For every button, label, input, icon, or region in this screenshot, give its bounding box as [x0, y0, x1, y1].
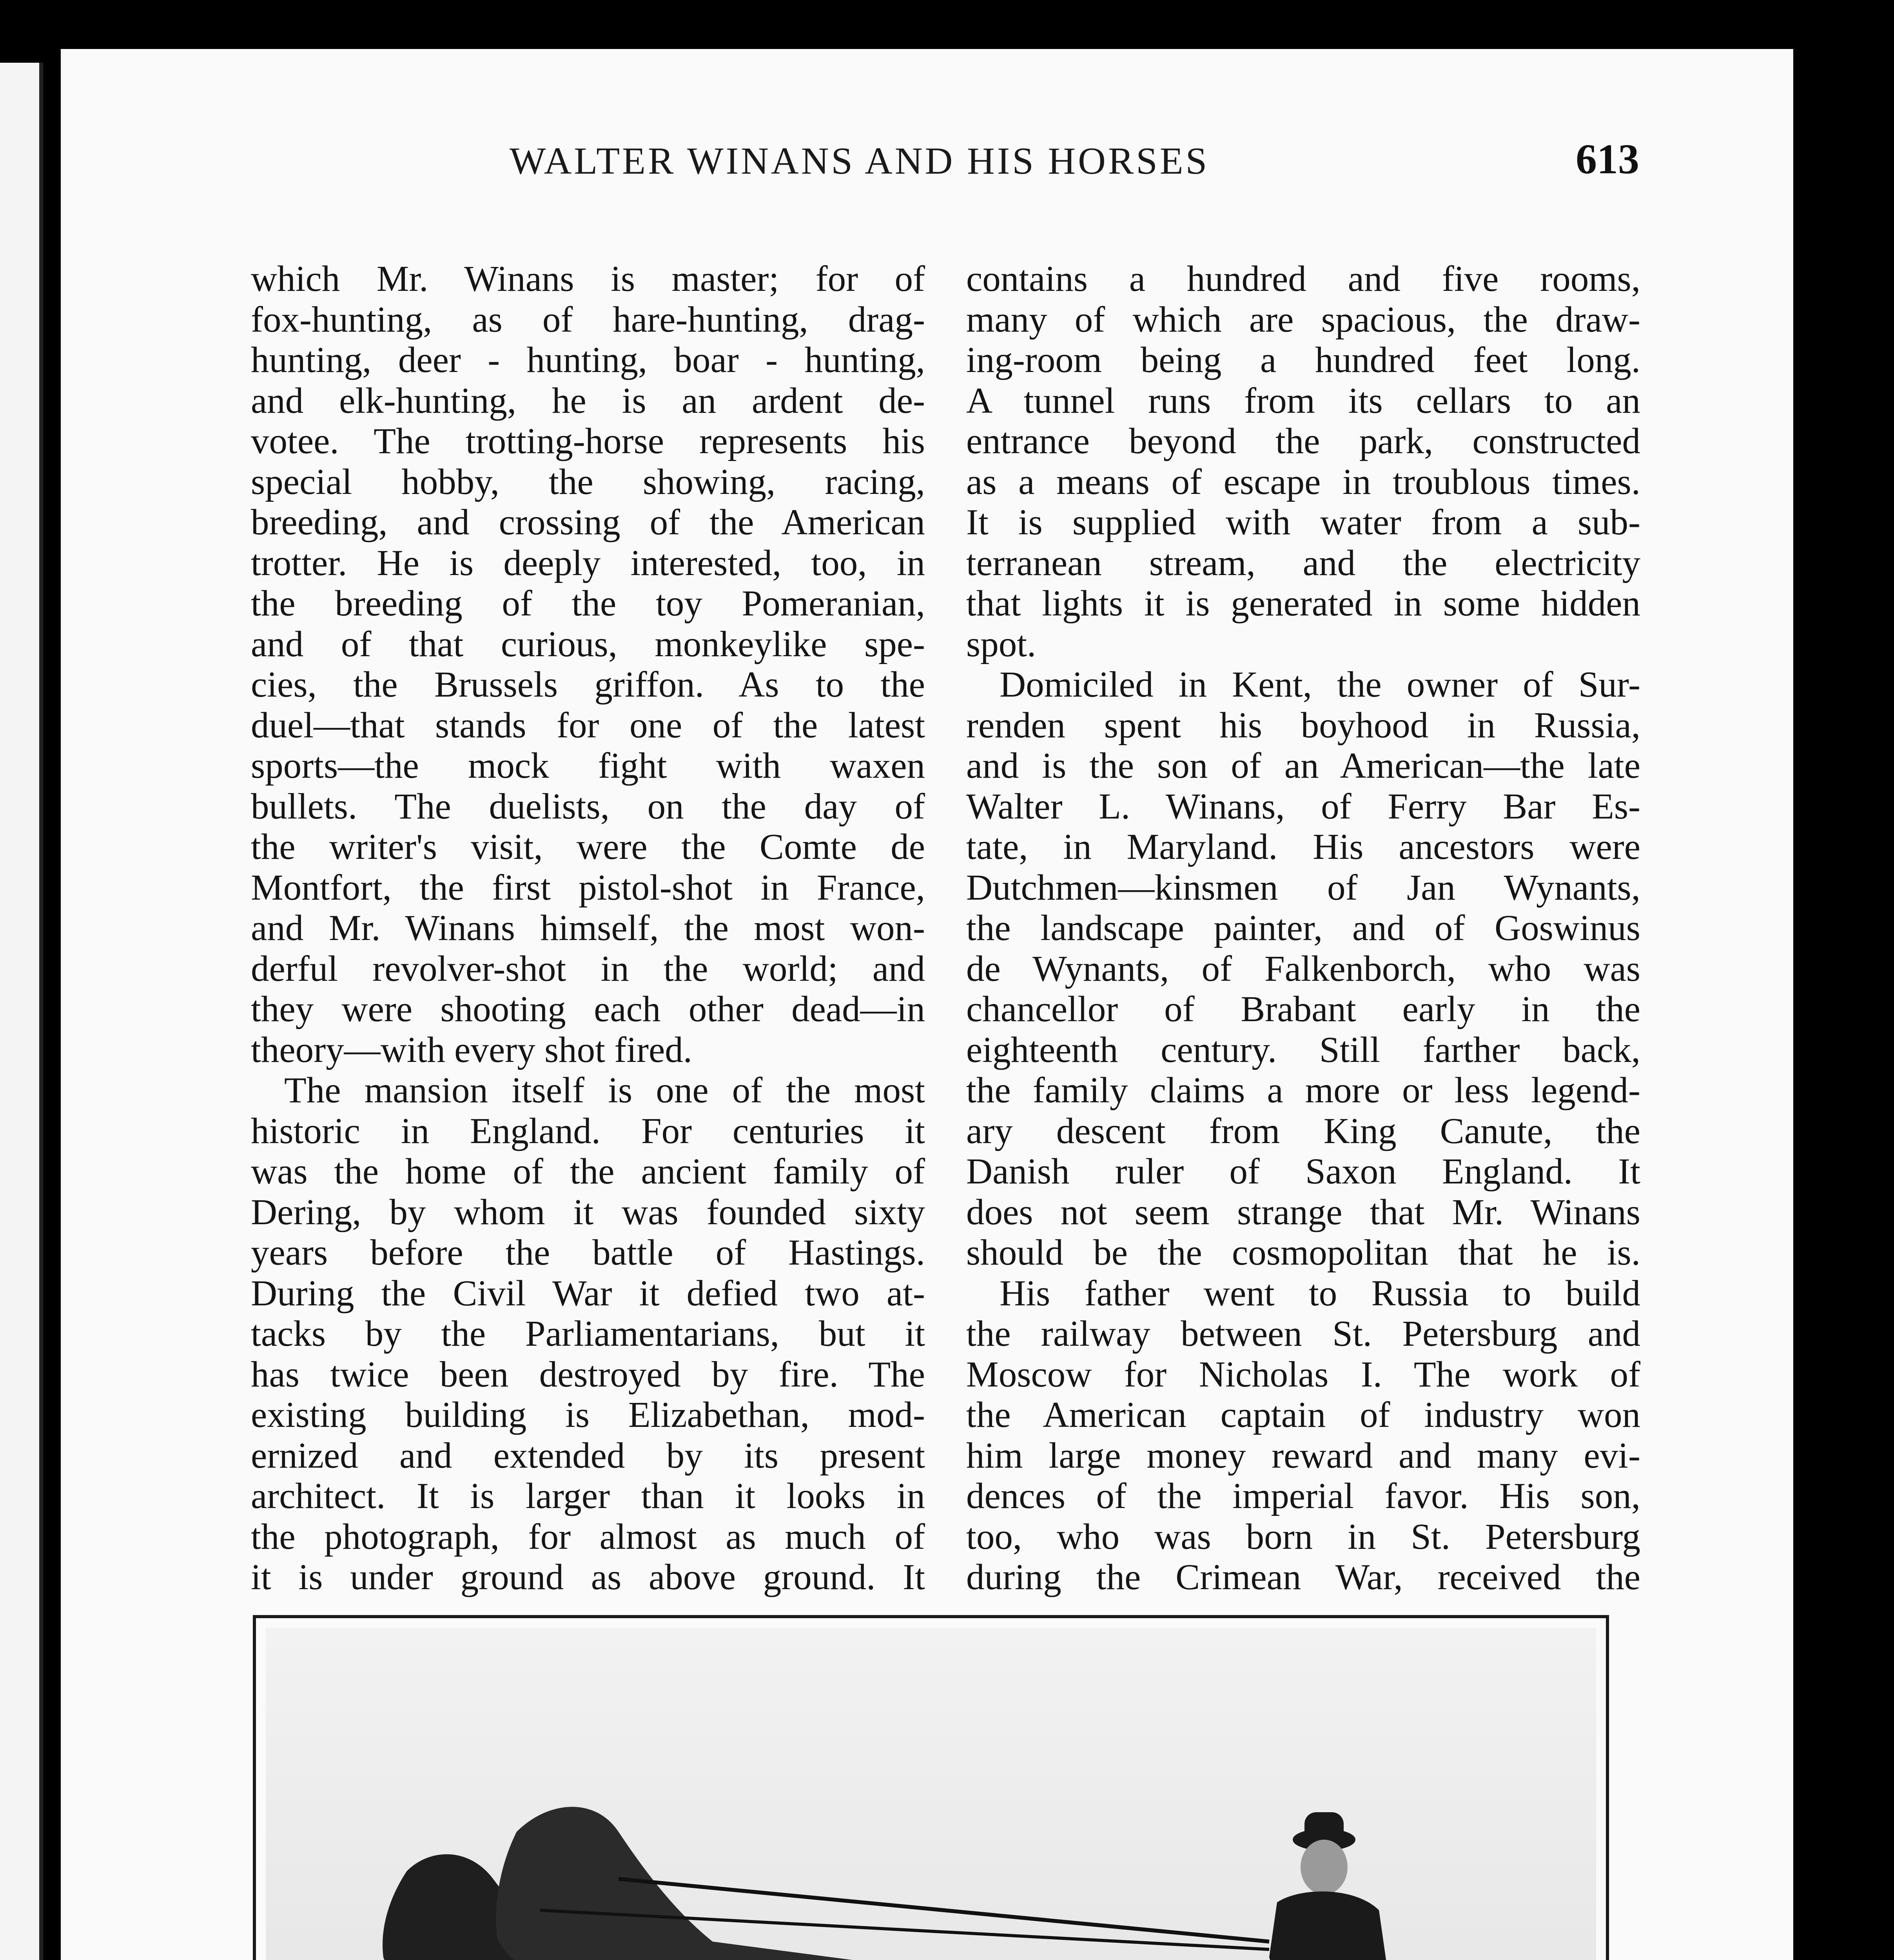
text-line: as a means of escape in troublous times.	[966, 461, 1640, 502]
text-line: special hobby, the showing, racing,	[251, 461, 925, 502]
text-line: eighteenth century. Still farther back,	[966, 1029, 1640, 1070]
text-line: should be the cosmopolitan that he is.	[966, 1232, 1640, 1273]
text-line: historic in England. For centuries it	[251, 1111, 925, 1151]
adjacent-page-edge	[0, 63, 43, 1960]
photo-frame	[253, 1615, 1609, 1960]
text-line: the family claims a more or less legend-	[966, 1070, 1640, 1111]
text-line: tate, in Maryland. His ancestors were	[966, 827, 1640, 867]
horse-trotters-photograph	[266, 1628, 1596, 1960]
text-line: bullets. The duelists, on the day of	[251, 786, 925, 827]
text-line: trotter. He is deeply interested, too, in	[251, 543, 925, 583]
text-line: during the Crimean War, received the	[966, 1557, 1640, 1597]
text-line: tacks by the Parliamentarians, but it	[251, 1314, 925, 1354]
text-line: it is under ground as above ground. It	[251, 1557, 925, 1597]
text-line: was the home of the ancient family of	[251, 1151, 925, 1192]
text-line: votee. The trotting-horse represents his	[251, 421, 925, 461]
left-text-column	[251, 259, 925, 1598]
text-line: chancellor of Brabant early in the	[966, 989, 1640, 1029]
text-line: Domiciled in Kent, the owner of Sur-	[1000, 664, 1640, 705]
text-line: Danish ruler of Saxon England. It	[966, 1151, 1640, 1192]
text-line: duel—that stands for one of the latest	[251, 705, 925, 746]
text-line: the writer's visit, were the Comte de	[251, 827, 925, 867]
text-line: It is supplied with water from a sub-	[966, 502, 1640, 543]
text-line: terranean stream, and the electricity	[966, 543, 1640, 583]
text-line: fox-hunting, as of hare-hunting, drag-	[251, 299, 925, 340]
text-line: theory—with every shot fired.	[251, 1029, 693, 1070]
text-line: Moscow for Nicholas I. The work of	[966, 1354, 1640, 1395]
text-line: ernized and extended by its present	[251, 1435, 925, 1476]
text-line: cies, the Brussels griffon. As to the	[251, 664, 925, 705]
text-line: Walter L. Winans, of Ferry Bar Es-	[966, 786, 1640, 827]
running-title: WALTER WINANS AND HIS HORSES	[510, 140, 1210, 182]
text-line: too, who was born in St. Petersburg	[966, 1516, 1640, 1557]
text-line: contains a hundred and five rooms,	[966, 259, 1640, 299]
text-line: the American captain of industry won	[966, 1395, 1640, 1435]
text-line: breeding, and crossing of the American	[251, 502, 925, 543]
text-line: and Mr. Winans himself, the most won-	[251, 908, 925, 948]
text-line: de Wynants, of Falkenborch, who was	[966, 948, 1640, 989]
text-line: that lights it is generated in some hidden	[966, 583, 1640, 624]
text-line: the photograph, for almost as much of	[251, 1516, 925, 1557]
text-line: Dering, by whom it was founded sixty	[251, 1192, 925, 1232]
text-line: Montfort, the first pistol-shot in France,	[251, 867, 925, 908]
text-line: The mansion itself is one of the most	[284, 1070, 925, 1111]
text-line: and elk-hunting, he is an ardent de-	[251, 380, 925, 421]
text-line: derful revolver-shot in the world; and	[251, 948, 925, 989]
text-line: many of which are spacious, the draw-	[966, 299, 1640, 340]
text-line: hunting, deer - hunting, boar - hunting,	[251, 340, 925, 380]
text-line: renden spent his boyhood in Russia,	[966, 705, 1640, 746]
text-line: His father went to Russia to build	[1000, 1273, 1640, 1314]
text-line: the breeding of the toy Pomeranian,	[251, 583, 925, 624]
text-line: they were shooting each other dead—in	[251, 989, 925, 1029]
text-line: ing-room being a hundred feet long.	[966, 340, 1640, 380]
text-line: which Mr. Winans is master; for of	[251, 259, 925, 299]
text-line: entrance beyond the park, constructed	[966, 421, 1640, 461]
page-number: 613	[1576, 136, 1639, 183]
text-line: existing building is Elizabethan, mod-	[251, 1395, 925, 1435]
text-line: A tunnel runs from its cellars to an	[966, 380, 1640, 421]
text-line: Dutchmen—kinsmen of Jan Wynants,	[966, 867, 1640, 908]
text-line: dences of the imperial favor. His son,	[966, 1476, 1640, 1516]
right-text-column	[966, 259, 1640, 1598]
text-line: him large money reward and many evi-	[966, 1435, 1640, 1476]
text-line: spot.	[966, 624, 1036, 664]
text-line: During the Civil War it defied two at-	[251, 1273, 925, 1314]
text-line: does not seem strange that Mr. Winans	[966, 1192, 1640, 1232]
text-line: architect. It is larger than it looks in	[251, 1476, 925, 1516]
text-line: and of that curious, monkeylike spe-	[251, 624, 925, 664]
text-line: sports—the mock fight with waxen	[251, 746, 925, 786]
text-line: has twice been destroyed by fire. The	[251, 1354, 925, 1395]
text-line: and is the son of an American—the late	[966, 746, 1640, 786]
text-line: ary descent from King Canute, the	[966, 1111, 1640, 1151]
text-line: the railway between St. Petersburg and	[966, 1314, 1640, 1354]
text-line: years before the battle of Hastings.	[251, 1232, 925, 1273]
text-line: the landscape painter, and of Goswinus	[966, 908, 1640, 948]
